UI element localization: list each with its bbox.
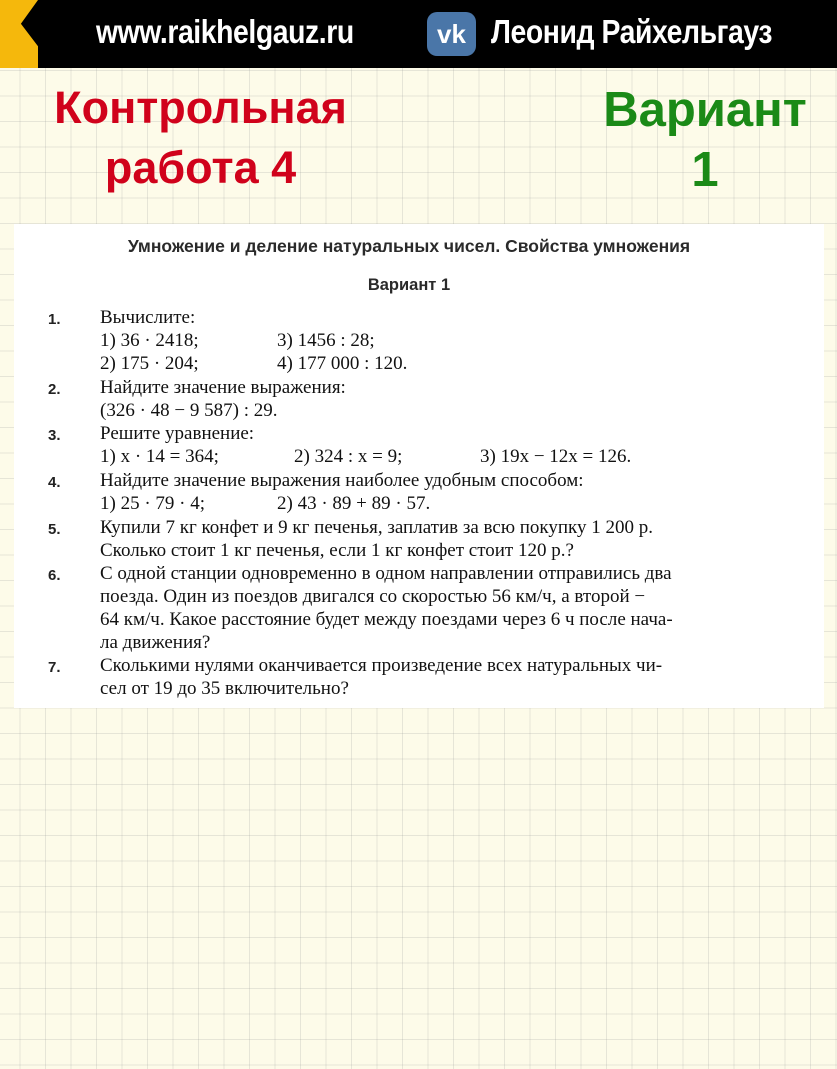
task-line: Вычислите: <box>100 307 196 328</box>
corner-decoration <box>0 0 38 68</box>
task-item: 1) x · 14 = 364; <box>100 446 219 467</box>
task-number: 7. <box>48 659 61 676</box>
task-number: 2. <box>48 381 61 398</box>
task-number: 1. <box>48 311 61 328</box>
task-line: Купили 7 кг конфет и 9 кг печенья, заплатив за всю покупку 1 200 р. <box>100 517 654 538</box>
vk-icon[interactable]: vk <box>427 12 476 56</box>
task-number: 3. <box>48 427 61 444</box>
task-number: 4. <box>48 474 61 491</box>
task-line: сел от 19 до 35 включительно? <box>100 678 349 699</box>
site-url[interactable]: www.raikhelgauz.ru <box>96 13 354 50</box>
task-item: 1) 25 · 79 · 4; <box>100 493 206 514</box>
author-name: Леонид Райхельгауз <box>491 13 773 50</box>
task-line: ла движения? <box>100 632 211 653</box>
worksheet-title: Умножение и деление натуральных чисел. Свойства умножения <box>127 236 691 256</box>
task-item: 2) 43 · 89 + 89 · 57. <box>277 493 431 514</box>
variant-title-line1: Вариант <box>603 83 807 137</box>
test-title-line1: Контрольная <box>54 82 347 133</box>
test-title-line2: работа 4 <box>104 142 297 193</box>
task-line: 64 км/ч. Какое расстояние будет между поездами через 6 ч после нача- <box>100 609 673 630</box>
test-title <box>28 78 373 198</box>
variant-title-line2: 1 <box>691 143 719 197</box>
task-item: 2) 324 : x = 9; <box>294 446 403 467</box>
task-item: 3) 19x − 12x = 126. <box>480 446 632 467</box>
task-line: Найдите значение выражения: <box>100 377 346 398</box>
top-bar <box>0 0 837 68</box>
task-item: 1) 36 · 2418; <box>100 330 199 351</box>
task-line: Найдите значение выражения наиболее удобным способом: <box>100 470 584 491</box>
task-line: Сколько стоит 1 кг печенья, если 1 кг конфет стоит 120 р.? <box>100 540 574 561</box>
task-item: 4) 177 000 : 120. <box>277 353 408 374</box>
task-item: 3) 1456 : 28; <box>277 330 375 351</box>
task-number: 6. <box>48 567 61 584</box>
task-line: (326 · 48 − 9 587) : 29. <box>100 400 278 421</box>
task-line: С одной станции одновременно в одном направлении отправились два <box>100 563 672 584</box>
task-line: поезда. Один из поездов двигался со скоростью 56 км/ч, а второй − <box>100 586 646 607</box>
worksheet <box>14 224 824 708</box>
task-line: Решите уравнение: <box>100 423 255 444</box>
task-item: 2) 175 · 204; <box>100 353 199 374</box>
worksheet-variant: Вариант 1 <box>367 276 451 294</box>
variant-title <box>590 80 820 200</box>
task-line: Сколькими нулями оканчивается произведение всех натуральных чи- <box>100 655 663 676</box>
task-number: 5. <box>48 521 61 538</box>
